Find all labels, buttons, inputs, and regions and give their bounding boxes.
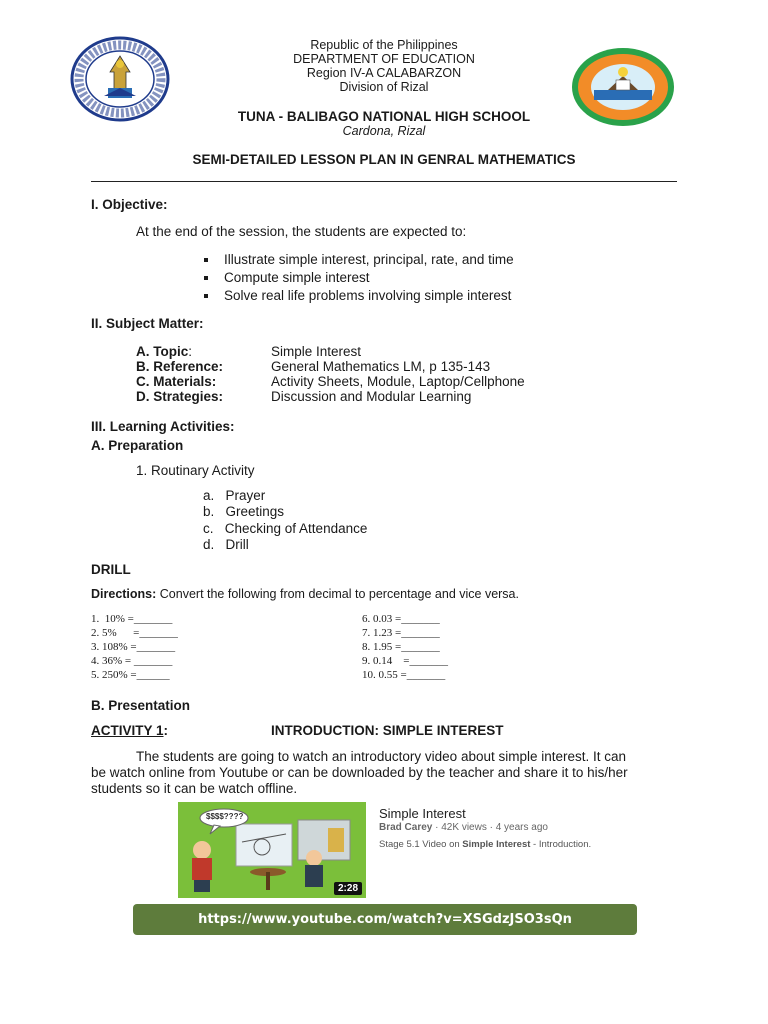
- subject-row-label: D. Strategies:: [136, 389, 224, 404]
- video-desc-pre: Stage 5.1 Video on: [379, 839, 463, 850]
- subject-row-label: C. Materials:: [136, 374, 217, 389]
- subject-row-separator: :: [188, 344, 193, 359]
- header-line-republic: Republic of the Philippines: [310, 38, 458, 52]
- youtube-link-bar[interactable]: https://www.youtube.com/watch?v=XSGdzJSO3sQn: [133, 904, 637, 935]
- subject-row-value: General Mathematics LM, p 135-143: [271, 359, 491, 374]
- drill-item: 4. 36% = _______: [91, 655, 173, 667]
- video-duration-badge: 2:28: [334, 882, 362, 895]
- objective-item-text: Solve real life problems involving simple interest: [224, 288, 512, 303]
- drill-item: 3. 108% =_______: [91, 641, 176, 653]
- routinary-item: b. Greetings: [203, 504, 285, 519]
- bullet-icon: [204, 258, 208, 262]
- learning-activities-heading: III. Learning Activities:: [91, 419, 235, 434]
- objective-item: [204, 270, 370, 285]
- drill-directions: [91, 587, 519, 601]
- subject-row: [136, 344, 192, 359]
- objective-item-text: Illustrate simple interest, principal, rate, and time: [224, 252, 514, 267]
- header-line-department: DEPARTMENT OF EDUCATION: [293, 52, 475, 66]
- speech-bubble-text: $$$$????: [206, 812, 244, 821]
- activity-label-colon: :: [163, 723, 169, 738]
- directions-label: Directions:: [91, 587, 157, 601]
- subject-row-value: Discussion and Modular Learning: [271, 389, 472, 404]
- routinary-item: d. Drill: [203, 537, 249, 552]
- school-name: TUNA - BALIBAGO NATIONAL HIGH SCHOOL: [237, 109, 531, 124]
- drill-item: 2. 5% =_______: [91, 627, 178, 639]
- drill-item: 8. 1.95 =_______: [362, 641, 440, 653]
- subject-row-value: Activity Sheets, Module, Laptop/Cellphone: [271, 374, 525, 389]
- bullet-icon: [204, 294, 208, 298]
- drill-item: 6. 0.03 =_______: [362, 613, 440, 625]
- drill-item: 9. 0.14 =_______: [362, 655, 448, 667]
- objective-item-text: Compute simple interest: [224, 270, 370, 285]
- presentation-heading: B. Presentation: [91, 698, 191, 713]
- presentation-paragraph: The students are going to watch an introductory video about simple interest. It can: [136, 749, 627, 764]
- preparation-heading: A. Preparation: [91, 438, 184, 453]
- video-desc-post: - Introduction.: [530, 839, 592, 850]
- video-thumbnail[interactable]: [178, 802, 366, 898]
- subject-row-label: A. Topic: [136, 344, 189, 359]
- presentation-paragraph: be watch online from Youtube or can be downloaded by the teacher and share it to his/her: [91, 765, 628, 780]
- activity-label-text: ACTIVITY 1: [91, 723, 164, 738]
- drill-item: 7. 1.23 =_______: [362, 627, 440, 639]
- routinary-item: a. Prayer: [203, 488, 266, 503]
- drill-item: 1. 10% =_______: [91, 613, 173, 625]
- header-line-division: Division of Rizal: [339, 80, 429, 94]
- activity-label: [91, 723, 168, 738]
- video-title[interactable]: Simple Interest: [379, 806, 466, 821]
- presentation-paragraph: students so it can be watch offline.: [91, 781, 298, 796]
- header-line-region: Region IV-A CALABARZON: [306, 66, 462, 80]
- subject-row-value: Simple Interest: [271, 344, 362, 359]
- routinary-item: c. Checking of Attendance: [203, 521, 368, 536]
- routinary-activity: 1. Routinary Activity: [136, 463, 255, 478]
- video-channel[interactable]: Brad Carey: [379, 822, 433, 833]
- title-divider: [91, 181, 677, 182]
- directions-text: Convert the following from decimal to percentage and vice versa.: [156, 587, 519, 601]
- objective-intro: At the end of the session, the students are expected to:: [136, 224, 467, 239]
- objective-item: [204, 288, 511, 303]
- objective-item: [204, 252, 514, 267]
- video-card[interactable]: [178, 802, 600, 898]
- bullet-icon: [204, 276, 208, 280]
- drill-item: 10. 0.55 =_______: [362, 669, 446, 681]
- video-description: [379, 839, 591, 850]
- drill-heading: DRILL: [91, 562, 131, 577]
- document-title: SEMI-DETAILED LESSON PLAN IN GENRAL MATHEMATICS: [192, 152, 576, 167]
- objective-heading: I. Objective:: [91, 197, 168, 212]
- school-location: Cardona, Rizal: [342, 124, 426, 138]
- video-desc-bold: Simple Interest: [462, 839, 531, 850]
- drill-item: 5. 250% =______: [91, 669, 170, 681]
- video-stats: · 42K views · 4 years ago: [432, 822, 548, 833]
- video-meta: [379, 822, 548, 833]
- subject-row-label: B. Reference:: [136, 359, 224, 374]
- subject-matter-heading: II. Subject Matter:: [91, 316, 204, 331]
- activity-title: INTRODUCTION: SIMPLE INTEREST: [271, 723, 504, 738]
